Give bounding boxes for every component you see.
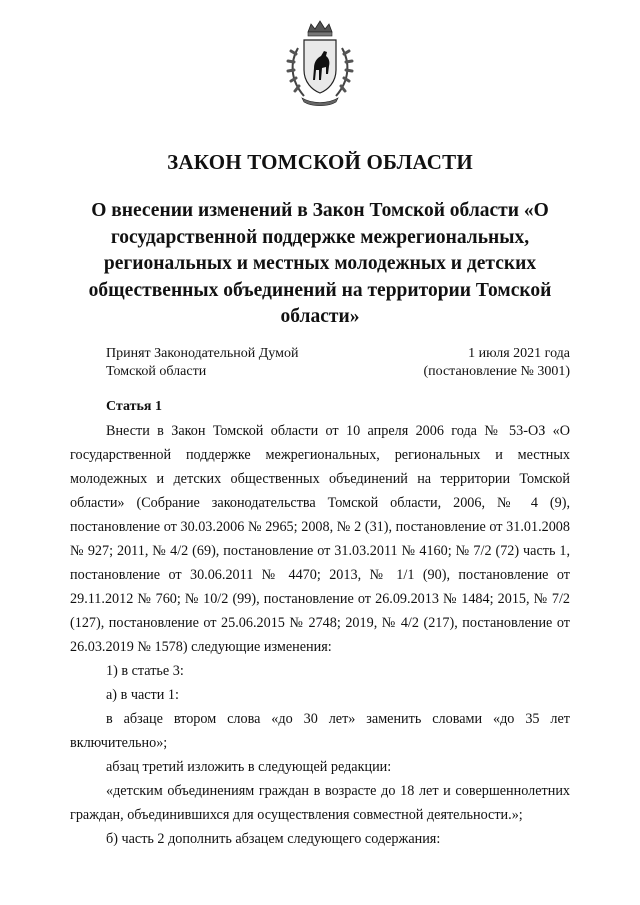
- tomsk-coat-of-arms-icon: [284, 18, 356, 108]
- law-title: ЗАКОН ТОМСКОЙ ОБЛАСТИ: [167, 150, 473, 174]
- article-paragraph: б) часть 2 дополнить абзацем следующего содержания:: [106, 831, 441, 847]
- article-paragraph: «детским объединениям граждан в возрасте до 18 лет и совершеннолетних граждан, объединившихся для осуществления совместной деятельности.»;: [70, 783, 570, 823]
- adopting-body-line2: Томской области: [106, 364, 207, 379]
- article-paragraph: Внести в Закон Томской области от 10 апреля 2006 года № 53-ОЗ «О государственной поддержке межрегиональных, региональных и местных молодежных и детских общественных объединений на территории Томской области» (Собрание законодательства Томской области, 2006, № 4 (9), постановление от 30.03.2006 № 2965; 2008, № 2 (31), постановление от 31.01.2008 № 927; 2011, № 4/2 (69), постановление от 31.03.2011 № 4160; № 7/2 (72) часть 1, постановление от 30.06.2011 № 4470; 2013, № 1/1 (90), постановление от 29.11.2012 № 760; № 10/2 (99), постановление от 26.09.2013 № 1484; 2015, № 7/2 (127), постановление от 25.06.2015 № 2748; 2019, № 4/2 (217), постановление от 26.03.2019 № 1578) следующие изменения:: [70, 423, 570, 655]
- article-body: [70, 419, 570, 851]
- adopting-body: [106, 345, 366, 381]
- article-paragraph: в абзаце втором слова «до 30 лет» заменить словами «до 35 лет включительно»;: [70, 711, 570, 751]
- article-heading: Статья 1: [106, 399, 162, 414]
- article-paragraph: абзац третий изложить в следующей редакции:: [106, 759, 392, 775]
- law-subject: О внесении изменений в Закон Томской области «О государственной поддержке межрегиональных, региональных и местных молодежных и детских общественных объединений на территории Томской области»: [88, 200, 552, 327]
- adoption-date: 1 июля 2021 года: [468, 346, 570, 361]
- adopting-body-line1: Принят Законодательной Думой: [106, 346, 299, 361]
- adoption-date-block: [370, 345, 570, 381]
- resolution-number: (постановление № 3001): [423, 364, 570, 379]
- article-paragraph: а) в части 1:: [106, 687, 179, 703]
- article-paragraph: 1) в статье 3:: [106, 663, 184, 679]
